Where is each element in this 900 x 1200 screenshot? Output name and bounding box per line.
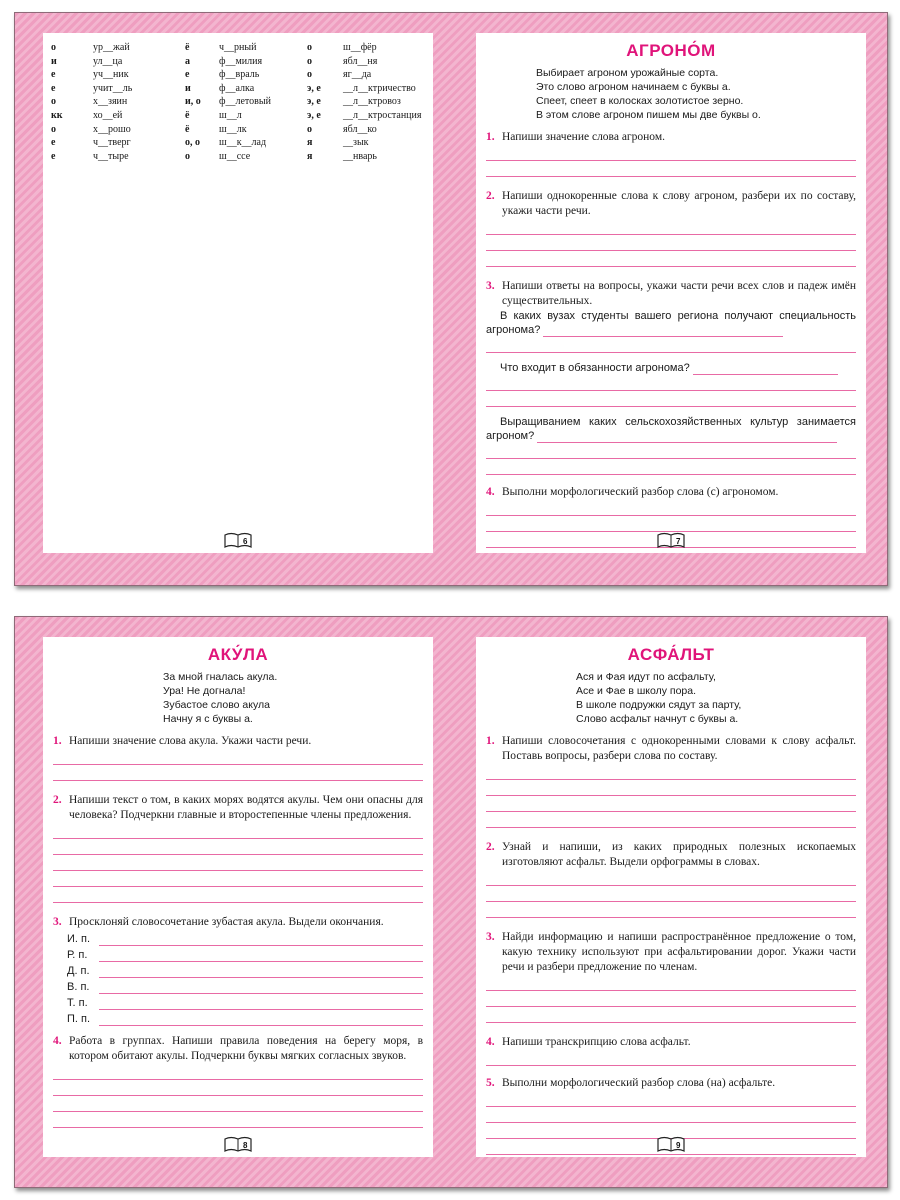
missing-letter: е (51, 82, 56, 94)
answer-line[interactable] (486, 337, 856, 353)
book-icon (656, 1135, 686, 1153)
answer-line[interactable] (53, 871, 423, 887)
answer-line[interactable] (99, 982, 423, 994)
case-row-dative (43, 962, 433, 978)
answer-line[interactable] (486, 161, 856, 177)
vocab-word: ябл__ня (343, 55, 378, 67)
vocab-row (51, 109, 427, 123)
task-2 (476, 840, 866, 870)
case-label: П. п. (67, 1013, 91, 1025)
vocab-word: __л__ктростанция (343, 109, 422, 121)
answer-line[interactable] (486, 902, 856, 918)
answer-line[interactable] (53, 823, 423, 839)
vocab-word: ш__к__лад (219, 137, 267, 149)
page-title: АГРОНО́М (626, 41, 716, 60)
question-text: В каких вузах студенты вашего региона получают специальность агронома? (486, 310, 856, 336)
question-text: Что входит в обязанности агронома? (500, 362, 690, 374)
task-text: Напиши словосочетания с однокоренными словами к слову асфальт. Поставь вопросы, разбери слова по составу. (502, 735, 856, 762)
book-spread-top (14, 12, 888, 586)
task-text: Выполни морфологический разбор слова (на) асфальте. (502, 1077, 776, 1089)
vocab-word: ч__тверг (93, 137, 131, 149)
missing-letter: ё (185, 42, 190, 53)
task-number: 4. (486, 1036, 495, 1048)
answer-line[interactable] (486, 145, 856, 161)
vocab-word: ч__рный (219, 42, 257, 53)
task-number: 1. (486, 131, 495, 143)
case-row-accusative (43, 978, 433, 994)
case-row-prepositional (43, 1010, 433, 1026)
answer-line[interactable] (486, 975, 856, 991)
case-label: В. п. (67, 981, 90, 993)
answer-line[interactable] (53, 1080, 423, 1096)
case-row-nominative (43, 930, 433, 946)
poem-line: Слово асфальт начнут с буквы а. (576, 713, 739, 725)
page-6 (43, 33, 433, 553)
question-3 (476, 415, 866, 443)
answer-line[interactable] (543, 336, 783, 337)
answer-line[interactable] (486, 459, 856, 475)
task-text: Напиши значение слова агроном. (502, 131, 665, 143)
vocab-word: хо__ей (93, 109, 123, 121)
vocab-word: __л__ктровоз (343, 96, 401, 108)
svg-text:9: 9 (676, 1141, 681, 1150)
answer-line[interactable] (99, 950, 423, 962)
task-4 (476, 1035, 866, 1050)
answer-line[interactable] (486, 1007, 856, 1023)
page-number-9 (656, 1135, 686, 1153)
vocab-word: __л__ктричество (343, 82, 416, 94)
vocab-word: яг__да (343, 69, 372, 81)
book-icon (223, 531, 253, 549)
task-3 (43, 915, 433, 930)
answer-line[interactable] (486, 886, 856, 902)
missing-letter: о, о (185, 137, 200, 149)
task-2 (476, 189, 866, 219)
missing-letter: о (51, 42, 56, 53)
poem-line: Асе и Фае в школу пора. (576, 685, 697, 697)
vocab-row (51, 95, 427, 109)
vocab-word: ш__фёр (343, 42, 377, 53)
answer-line[interactable] (486, 991, 856, 1007)
poem-line: В школе подружки сядут за парту, (576, 699, 742, 711)
missing-letter: э, е (307, 82, 321, 94)
vocabulary-table (51, 41, 427, 163)
answer-line[interactable] (486, 375, 856, 391)
poem-line: В этом слове агроном пишем мы две буквы о. (536, 109, 761, 121)
task-2 (43, 793, 433, 823)
answer-line[interactable] (486, 780, 856, 796)
poem-line: Начну я с буквы а. (163, 713, 253, 725)
task-1 (476, 734, 866, 764)
task-number: 3. (486, 931, 495, 943)
vocab-word: ул__ца (93, 55, 123, 67)
vocab-word: х__рошо (93, 123, 131, 135)
task-text: Напиши значение слова акула. Укажи части речи. (69, 735, 312, 747)
missing-letter: а (185, 55, 190, 67)
answer-line[interactable] (486, 443, 856, 459)
missing-letter: я (307, 150, 313, 162)
task-number: 1. (53, 735, 62, 747)
task-text: Напиши однокоренные слова к слову агроном, разбери их по составу, укажи части речи. (502, 190, 856, 217)
answer-line[interactable] (99, 966, 423, 978)
vocab-row (51, 82, 427, 96)
task-number: 2. (486, 190, 495, 202)
answer-line[interactable] (53, 839, 423, 855)
vocab-row (51, 136, 427, 150)
page-title: АСФА́ЛЬТ (627, 645, 715, 664)
answer-line[interactable] (693, 374, 838, 375)
poem-line: Это слово агроном начинаем с буквы а. (536, 81, 731, 93)
task-number: 3. (486, 280, 495, 292)
answer-line[interactable] (486, 764, 856, 780)
vocab-word: ур__жай (93, 42, 130, 53)
answer-line[interactable] (486, 219, 856, 235)
task-1 (43, 734, 433, 749)
vocab-word: учит__ль (93, 82, 133, 94)
missing-letter: е (51, 69, 56, 81)
answer-line[interactable] (53, 1112, 423, 1128)
task-3 (476, 930, 866, 975)
missing-letter: е (51, 150, 56, 162)
case-row-genitive (43, 946, 433, 962)
answer-line[interactable] (486, 500, 856, 516)
task-number: 3. (53, 916, 62, 928)
task-5 (476, 1076, 866, 1091)
case-label: Т. п. (67, 997, 88, 1009)
vocab-word: уч__ник (93, 69, 129, 81)
vocab-word: ш__л (219, 109, 242, 121)
vocab-word: __зык (343, 137, 369, 149)
svg-text:6: 6 (243, 537, 248, 546)
vocab-row (51, 150, 427, 164)
missing-letter: е (185, 69, 190, 81)
missing-letter: о (51, 96, 56, 108)
poem-line: Выбирает агроном урожайные сорта. (536, 67, 719, 79)
task-text: Напиши ответы на вопросы, укажи части речи всех слов и падеж имён существительных. (502, 280, 856, 307)
svg-text:7: 7 (676, 537, 681, 546)
case-label: И. п. (67, 933, 91, 945)
task-4 (476, 485, 866, 500)
task-text: Узнай и напиши, из каких природных полезных ископаемых изготовляют асфальт. Выдели орфограммы в словах. (502, 841, 856, 868)
missing-letter: и (185, 82, 191, 94)
question-2 (476, 361, 866, 375)
vocab-row (51, 55, 427, 69)
answer-line[interactable] (486, 796, 856, 812)
case-label: Д. п. (67, 965, 90, 977)
book-icon (656, 531, 686, 549)
answer-line[interactable] (486, 812, 856, 828)
missing-letter: ё (185, 123, 190, 135)
answer-line[interactable] (53, 887, 423, 903)
poem (536, 66, 806, 122)
vocab-word: ф__алка (219, 82, 255, 94)
poem-line: За мной гналась акула. (163, 671, 278, 683)
page-title: АКУ́ЛА (207, 645, 269, 664)
question-text: Выращиванием каких сельскохозяйственных культур занимается агроном? (486, 416, 856, 442)
poem (576, 670, 766, 726)
answer-line[interactable] (53, 749, 423, 765)
task-text: Работа в группах. Напиши правила поведения на берегу моря, в котором обитают акулы. Подчеркни буквы мягких согласных звуков. (69, 1035, 423, 1062)
poem-line: Спеет, спеет в колосках золотистое зерно. (536, 95, 744, 107)
missing-letter: и (51, 55, 57, 67)
missing-letter: о (51, 123, 56, 135)
book-spread-bottom (14, 616, 888, 1188)
answer-line[interactable] (486, 391, 856, 407)
answer-line[interactable] (53, 1096, 423, 1112)
answer-line[interactable] (486, 1050, 856, 1066)
task-text: Напиши транскрипцию слова асфальт. (502, 1036, 691, 1048)
task-text: Просклоняй словосочетание зубастая акула. Выдели окончания. (69, 916, 384, 928)
vocab-word: ф__враль (219, 69, 260, 81)
vocab-word: ч__тыре (93, 150, 129, 162)
vocab-word: ш__ссе (219, 150, 251, 162)
answer-line[interactable] (99, 934, 423, 946)
vocab-word: ф__милия (219, 55, 263, 67)
poem-line: Ура! Не догнала! (163, 685, 246, 697)
task-text: Напиши текст о том, в каких морях водятся акулы. Чем они опасны для человека? Подчеркни главные и второстепенные члены предложения. (69, 794, 423, 821)
task-4 (43, 1034, 433, 1064)
answer-line[interactable] (486, 1107, 856, 1123)
task-number: 4. (53, 1035, 62, 1047)
task-1 (476, 130, 866, 145)
answer-line[interactable] (486, 1091, 856, 1107)
page-number-6 (223, 531, 253, 549)
task-text: Найди информацию и напиши распространённое предложение о том, какую технику используют при асфальтировании дорог. Укажи части речи и разбери предложение по членам. (502, 931, 856, 973)
missing-letter: е (51, 137, 56, 149)
task-3 (476, 279, 866, 309)
answer-line[interactable] (486, 870, 856, 886)
page-8 (43, 637, 433, 1157)
vocab-row (51, 68, 427, 82)
missing-letter: я (307, 137, 313, 149)
question-1 (476, 309, 866, 337)
answer-line[interactable] (53, 765, 423, 781)
missing-letter: о (307, 123, 312, 135)
missing-letter: и, о (185, 96, 201, 108)
missing-letter: о (307, 42, 312, 53)
answer-line[interactable] (486, 251, 856, 267)
task-number: 2. (486, 841, 495, 853)
answer-line[interactable] (53, 855, 423, 871)
answer-line[interactable] (486, 235, 856, 251)
case-row-instrumental (43, 994, 433, 1010)
missing-letter: о (307, 55, 312, 67)
vocab-word: ш__лк (219, 123, 247, 135)
missing-letter: э, е (307, 109, 321, 121)
task-number: 2. (53, 794, 62, 806)
task-number: 5. (486, 1077, 495, 1089)
missing-letter: о (185, 150, 190, 162)
vocab-word: х__зяин (93, 96, 128, 108)
svg-text:8: 8 (243, 1141, 248, 1150)
page-7 (476, 33, 866, 553)
page-number-8 (223, 1135, 253, 1153)
missing-letter: э, е (307, 96, 321, 108)
vocab-word: ф__летовый (219, 96, 271, 108)
poem-line: Зубастое слово акула (163, 699, 270, 711)
missing-letter: ё (185, 109, 190, 121)
answer-line[interactable] (99, 1014, 423, 1026)
vocab-row (51, 123, 427, 137)
vocab-word: __нварь (343, 150, 377, 162)
missing-letter: о (307, 69, 312, 81)
poem (163, 670, 313, 726)
vocab-word: ябл__ко (343, 123, 377, 135)
page-9 (476, 637, 866, 1157)
task-number: 4. (486, 486, 495, 498)
answer-line[interactable] (537, 442, 837, 443)
task-text: Выполни морфологический разбор слова (с) агрономом. (502, 486, 779, 498)
task-number: 1. (486, 735, 495, 747)
answer-line[interactable] (53, 1064, 423, 1080)
missing-letter: кк (51, 109, 63, 121)
book-icon (223, 1135, 253, 1153)
answer-line[interactable] (486, 516, 856, 532)
case-label: Р. п. (67, 949, 88, 961)
vocab-row (51, 41, 427, 55)
answer-line[interactable] (99, 998, 423, 1010)
poem-line: Ася и Фая идут по асфальту, (576, 671, 716, 683)
page-number-7 (656, 531, 686, 549)
